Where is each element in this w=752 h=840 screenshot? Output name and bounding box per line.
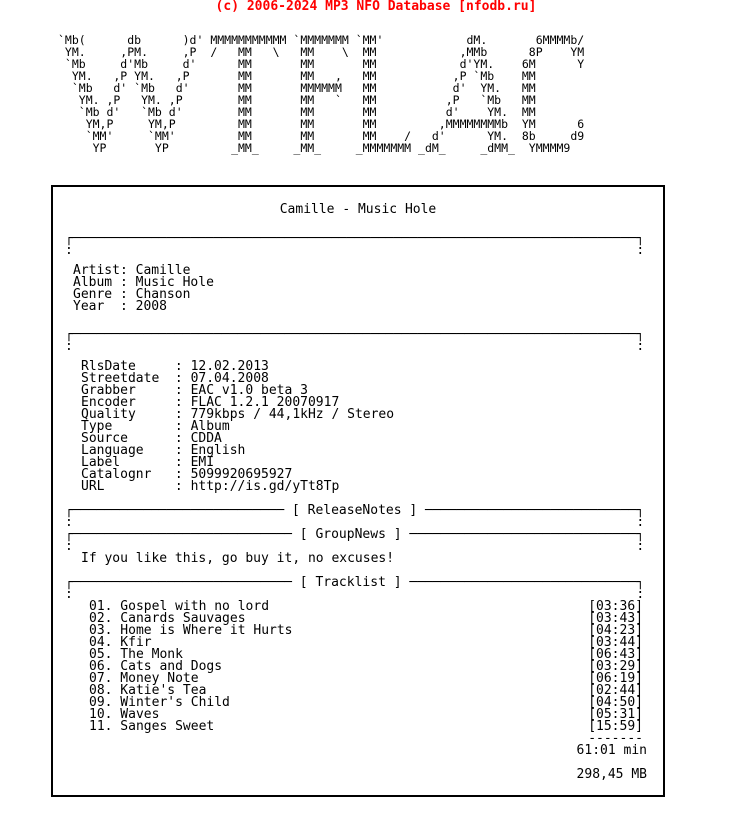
- track-row: [89, 697, 643, 709]
- logo-line: `Mb d'Mb d' MM MM MM d'YM. 6M Y: [58, 57, 585, 71]
- track-number: 10.: [89, 707, 113, 722]
- release-title: Camille - Music Hole: [279, 202, 437, 217]
- track-duration: [15:59]: [588, 719, 643, 734]
- info-value: Music Hole: [135, 275, 214, 290]
- info-value: http://is.gd/yTt8Tp: [190, 479, 340, 494]
- info-value: 12.02.2013: [190, 359, 269, 374]
- info-key: Grabber: [81, 383, 175, 398]
- logo-line: YM,P YM,P MM MM MM ,MMMMMMMMb YM 6: [58, 117, 585, 131]
- info-value: 07.04.2008: [190, 371, 269, 386]
- info-key: URL: [81, 479, 175, 494]
- logo-line: `MM' `MM' MM MM MM / d' YM. 8b d9: [58, 129, 585, 143]
- track-number: 01.: [89, 599, 113, 614]
- info-row: Language : English: [81, 443, 246, 458]
- track-number: 07.: [89, 671, 113, 686]
- info-row: Year : 2008: [73, 299, 167, 314]
- track-title: Home is Where it Hurts: [112, 623, 293, 638]
- track-title: Money Note: [112, 671, 199, 686]
- track-number: 09.: [89, 695, 113, 710]
- tracklist-header: ┌──────────────────────────── [ Tracklist ] ─────────────────────────────┐ : :: [65, 575, 645, 602]
- info-row: Label : EMI: [81, 455, 215, 470]
- info-value: EMI: [190, 455, 215, 470]
- track-title: Kfir: [112, 635, 152, 650]
- track-title: Katie's Tea: [112, 683, 207, 698]
- track-title: Gospel with no lord: [112, 599, 270, 614]
- track-number: 06.: [89, 659, 113, 674]
- logo-line: YM. ,P YM. ,P MM MM , MM ,P `Mb MM: [58, 69, 536, 83]
- logo-line: `Mb d' `Mb d' MM MM MM d' YM. MM: [58, 105, 536, 119]
- info-row: Artist: Camille: [73, 263, 191, 278]
- info-key: Source: [81, 431, 175, 446]
- track-title: Sanges Sweet: [112, 719, 215, 734]
- info-key: Catalognr: [81, 467, 175, 482]
- release-box-top: ┌────────────────────────────────────────────────────────────────────────┐ : :: [65, 327, 645, 354]
- track-duration: [06:19]: [588, 671, 643, 686]
- info-value: English: [190, 443, 246, 458]
- logo-line: `Mb d' `Mb d' MM MMMMMM MM d' YM. MM: [58, 81, 536, 95]
- info-row: Source : CDDA: [81, 431, 222, 446]
- nfo-panel: [51, 185, 665, 797]
- info-key: Type: [81, 419, 175, 434]
- site-header[interactable]: (c) 2006-2024 MP3 NFO Database [nfodb.ru]: [215, 0, 537, 14]
- info-row: Encoder : FLAC 1.2.1 20070917: [81, 395, 340, 410]
- group-news-header: ┌──────────────────────────── [ GroupNews ] ─────────────────────────────┐ : :: [65, 527, 645, 554]
- info-key: Quality: [81, 407, 175, 422]
- info-key: Artist: [73, 263, 120, 278]
- info-row: Grabber : EAC v1.0 beta 3: [81, 383, 308, 398]
- info-key: Label: [81, 455, 175, 470]
- release-info: [81, 361, 394, 493]
- info-value: EAC v1.0 beta 3: [190, 383, 308, 398]
- logo-line: YP YP _MM_ _MM_ _MMMMMMM _dM_ _dMM_ YMMMM9: [58, 141, 571, 155]
- release-notes-header: ┌─────────────────────────── [ ReleaseNotes ] ───────────────────────────┐ : :: [65, 503, 645, 530]
- track-duration: [04:23]: [588, 623, 643, 638]
- album-info: [73, 265, 214, 313]
- info-value: Album: [190, 419, 230, 434]
- info-key: Year: [73, 299, 120, 314]
- info-key: Language: [81, 443, 175, 458]
- track-number: 11.: [89, 719, 113, 734]
- info-key: Album: [73, 275, 120, 290]
- info-row: Catalognr : 5099920695927: [81, 467, 293, 482]
- track-title: Canards Sauvages: [112, 611, 246, 626]
- track-duration: [06:43]: [588, 647, 643, 662]
- track-number: 08.: [89, 683, 113, 698]
- track-title: Cats and Dogs: [112, 659, 223, 674]
- info-box-top: ┌────────────────────────────────────────────────────────────────────────┐ : :: [65, 231, 645, 258]
- track-duration: [03:43]: [588, 611, 643, 626]
- info-value: 5099920695927: [190, 467, 293, 482]
- info-row: Type : Album: [81, 419, 230, 434]
- total-size: 298,45 MB: [576, 767, 647, 782]
- track-number: 03.: [89, 623, 113, 638]
- info-key: Encoder: [81, 395, 175, 410]
- info-row: Album : Music Hole: [73, 275, 214, 290]
- info-key: RlsDate: [81, 359, 175, 374]
- info-value: 2008: [135, 299, 167, 314]
- track-number: 05.: [89, 647, 113, 662]
- track-row: [89, 625, 643, 637]
- track-row: [89, 721, 643, 733]
- logo-line: YM. ,P YM. ,P MM MM ` MM ,P `Mb MM: [58, 93, 536, 107]
- total-time: 61:01 min: [576, 743, 647, 758]
- group-news-text: If you like this, go buy it, no excuses!: [81, 551, 395, 566]
- logo-line: `Mb( db )d' MMMMMMMMMMM `MMMMMMM `MM' dM. 6MMMMb/: [58, 33, 585, 47]
- track-duration: [03:36]: [588, 599, 643, 614]
- logo-line: YM. ,PM. ,P / MM \ MM \ MM ,MMb 8P YM: [58, 45, 585, 59]
- info-row: Streetdate : 07.04.2008: [81, 371, 269, 386]
- info-key: Genre: [73, 287, 120, 302]
- track-title: The Monk: [112, 647, 183, 662]
- track-duration: [03:44]: [588, 635, 643, 650]
- info-value: 779kbps / 44,1kHz / Stereo: [190, 407, 395, 422]
- info-key: Streetdate: [81, 371, 175, 386]
- track-title: Waves: [112, 707, 160, 722]
- info-value: CDDA: [190, 431, 222, 446]
- total-separator: -------: [588, 731, 643, 746]
- track-duration: [05:31]: [588, 707, 643, 722]
- track-duration: [02:44]: [588, 683, 643, 698]
- track-number: 04.: [89, 635, 113, 650]
- track-number: 02.: [89, 611, 113, 626]
- track-title: Winter's Child: [112, 695, 230, 710]
- info-value: Chanson: [135, 287, 191, 302]
- info-row: Quality : 779kbps / 44,1kHz / Stereo: [81, 407, 395, 422]
- tracklist: [89, 601, 643, 733]
- info-row: RlsDate : 12.02.2013: [81, 359, 269, 374]
- info-row: URL : http://is.gd/yTt8Tp: [81, 479, 340, 494]
- track-duration: [04:50]: [588, 695, 643, 710]
- info-value: FLAC 1.2.1 20070917: [190, 395, 340, 410]
- info-value: Camille: [135, 263, 191, 278]
- info-row: Genre : Chanson: [73, 287, 191, 302]
- ascii-logo: [58, 34, 584, 154]
- track-duration: [03:29]: [588, 659, 643, 674]
